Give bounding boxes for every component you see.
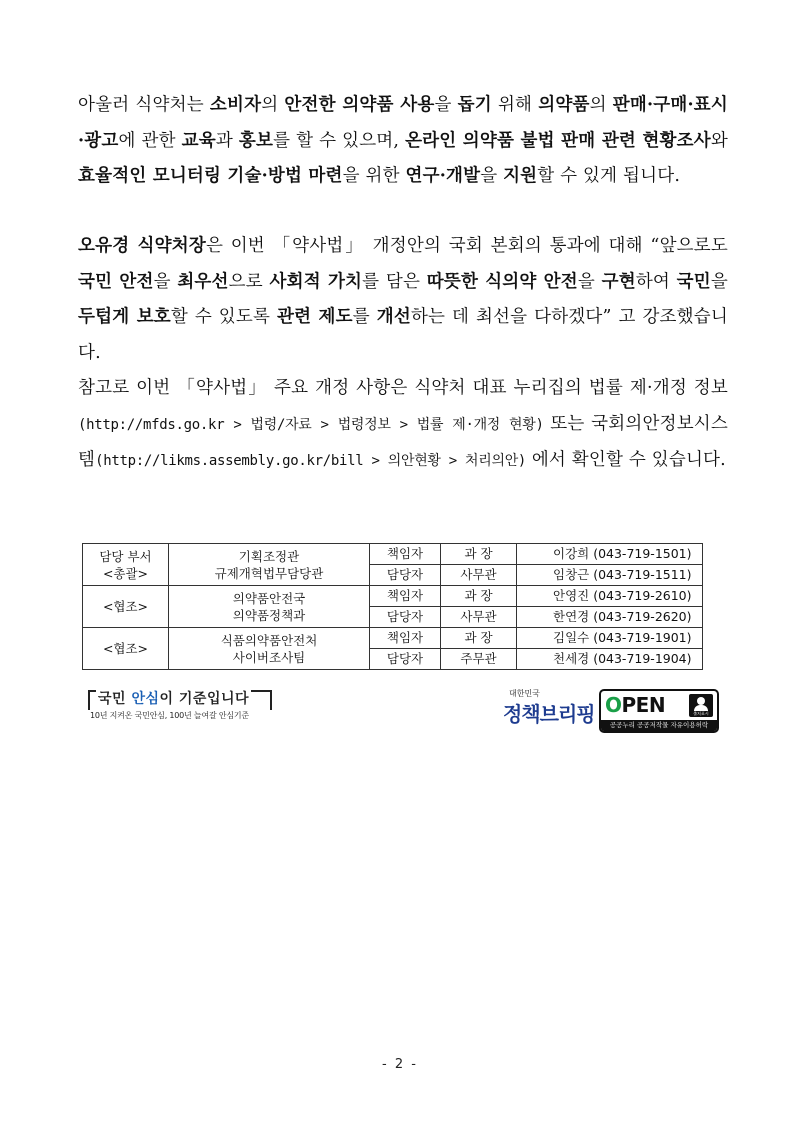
body-text: 으로 [228, 271, 270, 292]
org-cell: 식품의약품안전처 사이버조사팀 [169, 628, 370, 670]
body-text: 의 [589, 95, 613, 115]
body-text: 을 [480, 166, 504, 186]
emphasis-text: 홍보 [238, 130, 274, 151]
emphasis-text: 지원 [503, 166, 538, 186]
table-row [83, 628, 703, 649]
body-text: 또는 국회의안정보시스템 [78, 413, 729, 470]
name-cell: 안영진 (043-719-2610) [517, 586, 703, 607]
body-text: 를 담은 [362, 271, 427, 292]
body-text: 과 [215, 130, 239, 151]
paragraph-minister-quote [78, 229, 728, 371]
emphasis-text: 사회적 가치 [269, 271, 363, 292]
body-text: 을 [710, 271, 728, 292]
body-text: 를 할 수 있으며, [273, 130, 406, 151]
title-cell: 과 장 [441, 544, 517, 565]
name-cell: 천세경 (043-719-1904) [517, 649, 703, 670]
emphasis-text: 소비자 [209, 95, 262, 115]
title-cell: 사무관 [441, 565, 517, 586]
emphasis-text: 판매·구매·표시·광고 [78, 95, 728, 151]
emphasis-text: 두텁게 보호 [78, 307, 171, 327]
body-text: 를 [352, 307, 377, 327]
role-cell: 담당자 [370, 565, 441, 586]
role-cell: 책임자 [370, 544, 441, 565]
role-cell: 담당자 [370, 607, 441, 628]
emphasis-text: 구현 [601, 271, 636, 292]
url-text: (http://likms.assembly.go.kr/bill > 의안현황 > 처리의안) [95, 453, 527, 469]
role-cell: 책임자 [370, 586, 441, 607]
body-text: 을 [577, 271, 602, 292]
name-cell: 이강희 (043-719-1501) [517, 544, 703, 565]
title-cell: 주무관 [441, 649, 517, 670]
table-row [83, 544, 703, 565]
attribution-person-icon: 출처표시 [689, 694, 713, 717]
brief-country: 대한민국 [509, 689, 540, 698]
table-row [83, 586, 703, 607]
logo-subslogan: 10년 지켜온 국민안심, 100년 늘여갈 안심기준 [90, 711, 249, 720]
body-text: 을 [434, 95, 458, 115]
title-cell: 과 장 [441, 586, 517, 607]
org-cell: 의약품안전국 의약품정책과 [169, 586, 370, 628]
title-cell: 사무관 [441, 607, 517, 628]
role-cell: 책임자 [370, 628, 441, 649]
url-text: (http://mfds.go.kr > 법령/자료 > 법령정보 > 법률 제·개정 현황) [78, 416, 544, 433]
body-text: 하여 [635, 271, 677, 292]
emphasis-text: 교육 [181, 130, 216, 151]
emphasis-text: 최우선 [177, 271, 229, 292]
role-cell: 담당자 [370, 649, 441, 670]
body-text: 참고로 이번 「약사법」 주요 개정 사항은 식약처 대표 누리집의 법률 제·개정 정보 [78, 378, 728, 398]
body-text: 의 [261, 95, 285, 115]
body-text: 은 이번 「약사법」 개정안의 국회 본회의 통과에 대해 “앞으로도 [205, 236, 729, 256]
name-cell: 김일수 (043-719-1901) [517, 628, 703, 649]
logo-slogan: 국민 안심이 기준입니다 [96, 688, 251, 708]
body-text: 할 수 있게 됩니다. [537, 166, 681, 186]
emphasis-text: 따뜻한 식의약 안전 [426, 271, 578, 292]
page-number: - 2 - [382, 1057, 418, 1072]
title-cell: 과 장 [441, 628, 517, 649]
body-text: 하는 데 최선을 다하겠다” 고 강조했습니다. [78, 307, 728, 363]
org-cell: 기획조정관 규제개혁법무담당관 [169, 544, 370, 586]
dept-cell: 담당 부서 <총괄> [83, 544, 169, 586]
name-cell: 임창근 (043-719-1511) [517, 565, 703, 586]
kogl-open-license-logo [599, 689, 719, 733]
emphasis-text: 국민 [676, 271, 711, 292]
body-text: 에서 확인할 수 있습니다. [526, 450, 726, 470]
open-wordmark: OPEN [605, 693, 666, 717]
emphasis-text: 개선 [376, 307, 411, 327]
contact-table [82, 543, 703, 670]
body-text: 와 [710, 130, 728, 151]
body-text: 을 위한 [342, 166, 406, 186]
body-text: 할 수 있도록 [170, 307, 277, 327]
emphasis-text: 관련 제도 [276, 307, 353, 327]
emphasis-text: 효율적인 모니터링 기술·방법 마련 [78, 166, 343, 186]
body-text: 아울러 식약처는 [78, 95, 210, 115]
emphasis-text: 의약품 [538, 95, 590, 115]
emphasis-text: 돕기 [457, 95, 492, 115]
body-text: 에 관한 [118, 130, 182, 151]
national-safety-standard-logo [88, 690, 273, 726]
dept-cell: <협조> [83, 586, 169, 628]
paragraph-reference-links [78, 371, 728, 480]
body-text: 을 [153, 271, 178, 292]
emphasis-text: 국민 안전 [78, 271, 154, 292]
emphasis-text: 오유경 식약처장 [78, 236, 206, 256]
open-license-caption: 공공누리 공공저작물 자유이용허락 [601, 720, 717, 731]
emphasis-text: 연구·개발 [405, 166, 481, 186]
name-cell: 한연경 (043-719-2620) [517, 607, 703, 628]
dept-cell: <협조> [83, 628, 169, 670]
paragraph-consumer-education [78, 88, 728, 195]
emphasis-text: 온라인 의약품 불법 판매 관련 현황조사 [405, 130, 711, 151]
body-text: 위해 [491, 95, 539, 115]
brief-title: 정책브리핑 [503, 702, 595, 726]
policy-briefing-logo [503, 688, 593, 730]
emphasis-text: 안전한 의약품 사용 [284, 95, 435, 115]
